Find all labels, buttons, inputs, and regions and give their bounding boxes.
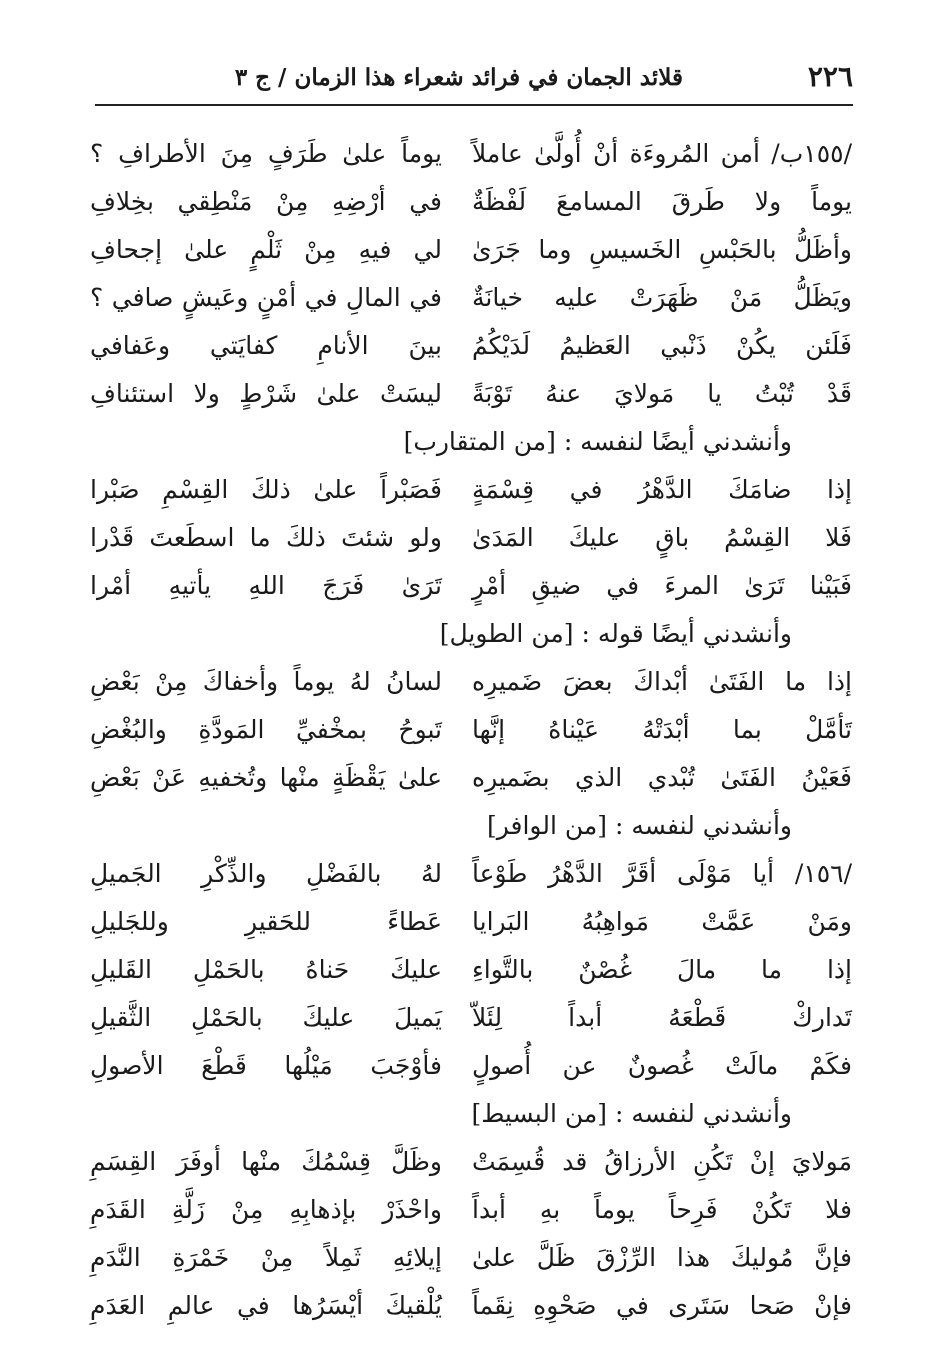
verse-hemistich: لهُ بالفَضْلِ والذِّكْرِ الجَميلِ bbox=[90, 859, 442, 888]
stanza-gap bbox=[90, 1090, 442, 1138]
verse-hemistich: فَلَئن يكُنْ ذَنْبي العَظيمُ لَدَيْكُمُ bbox=[472, 331, 852, 360]
verse-hemistich: لي فيهِ مِنْ ثَلْمٍ علىٰ إجحافِ bbox=[90, 235, 442, 264]
verse-hemistich: فأوْجَبَ مَيْلُها قَطْعَ الأصولِ bbox=[90, 1051, 442, 1080]
stanza-gap bbox=[90, 610, 442, 658]
verse-hemistich: /١٥٥ب/ أمن المُروءَة أنْ أُولَّىٰ عاملاً bbox=[472, 139, 852, 168]
poem-intro: وأنشدني أيضًا لنفسه : [من المتقارب] bbox=[403, 427, 792, 456]
verse-hemistich: ويَظَلُّ مَنْ ظَهَرَتْ عليه خيانَةٌ bbox=[472, 283, 852, 312]
poem-intro: وأنشدني لنفسه : [من الوافر] bbox=[486, 811, 792, 840]
poem-intro: وأنشدني أيضًا قوله : [من الطويل] bbox=[439, 619, 792, 648]
page-number: ٢٢٦ bbox=[807, 60, 853, 93]
poem-intro: وأنشدني لنفسه : [من البسيط] bbox=[471, 1099, 792, 1128]
verse-hemistich: فَبَيْنا تَرَىٰ المرءَ في ضيقِ أمْرٍ bbox=[472, 571, 852, 600]
verse-hemistich: في أرْضِهِ مِنْ مَنْطِقي بخِلافِ bbox=[90, 187, 442, 216]
verse-hemistich: عليكَ حَناهُ بالحَمْلِ القَليلِ bbox=[90, 955, 442, 984]
verse-hemistich: ومَنْ عَمَّتْ مَواهِبُهُ البَرايا bbox=[472, 907, 852, 936]
verse-hemistich: فكَمْ مالَتْ غُصونٌ عن أُصولٍ bbox=[472, 1051, 852, 1080]
verse-hemistich: مَولايَ إنْ تَكُنِ الأرزاقُ قد قُسِمَتْ bbox=[472, 1147, 852, 1176]
verse-hemistich: فَصَبْراً علىٰ ذلكَ القِسْمِ صَبْرا bbox=[90, 475, 442, 504]
left-column bbox=[90, 130, 442, 1330]
verse-hemistich: في المالِ في أمْنٍ وعَيشٍ صافي ؟ bbox=[90, 283, 442, 312]
verse-hemistich: فلا تَكُنْ فَرِحاً يوماً بهِ أبداً bbox=[472, 1195, 852, 1224]
verse-hemistich: يُلْقيكَ أيْسَرُها في عالمِ العَدَمِ bbox=[90, 1291, 442, 1320]
verse-hemistich: واحْذَرْ بإذهابِهِ مِنْ زَلَّةِ القَدَمِ bbox=[90, 1195, 442, 1224]
verse-hemistich: علىٰ يَقْظَةٍ منْها وتُخفيهِ عَنْ بَعْضِ bbox=[90, 763, 442, 792]
verse-hemistich: فَلا القِسْمُ باقٍ عليكَ المَدَىٰ bbox=[472, 523, 852, 552]
stanza-gap bbox=[90, 802, 442, 850]
verse-hemistich: عَطاءً للحَقيرِ وللجَليلِ bbox=[90, 907, 442, 936]
verse-hemistich: تَرَىٰ فَرَجَ اللهِ يأتيهِ أمْرا bbox=[90, 571, 442, 600]
verse-hemistich: يوماً علىٰ طَرَفٍ مِنَ الأطرافِ ؟ bbox=[90, 139, 442, 168]
verse-hemistich: ليسَتْ علىٰ شَرْطٍ ولا استئنافِ bbox=[90, 379, 442, 408]
verse-hemistich: يَميلَ عليكَ بالحَمْلِ الثَّقيلِ bbox=[90, 1003, 442, 1032]
verse-hemistich: فإنْ صَحا سَتَرى في صَحْوِهِ نِقَماً bbox=[472, 1291, 852, 1320]
verse-hemistich: إيلائِهِ ثَمِلاً مِنْ خَمْرَةِ النَّدَمِ bbox=[90, 1243, 442, 1272]
right-column bbox=[403, 130, 852, 1330]
running-title: قلائد الجمان في فرائد شعراء هذا الزمان / ج ٣ bbox=[234, 64, 683, 91]
verse-hemistich: /١٥٦/ أيا مَوْلَى أقَرَّ الدَّهْرُ طَوْعاً bbox=[472, 859, 852, 888]
verse-hemistich: قَدْ تُبْتُ يا مَولايَ عنهُ تَوْبَةً bbox=[472, 379, 852, 408]
verse-hemistich: فإنَّ مُوليكَ هذا الرِّزْقَ ظَلَّ علىٰ bbox=[472, 1243, 852, 1272]
verse-hemistich: إذا ما الفَتَىٰ أبْداكَ بعضَ ضَميرِه bbox=[472, 667, 852, 696]
verse-hemistich: فَعَيْنُ الفَتَىٰ تُبْدي الذي بضَميرِه bbox=[472, 763, 852, 792]
verse-hemistich: إذا ضامَكَ الدَّهْرُ في قِسْمَةٍ bbox=[472, 475, 852, 504]
verse-hemistich: بينَ الأنامِ كفايَتي وعَفافي bbox=[90, 331, 442, 360]
verse-hemistich: إذا ما مالَ غُصْنٌ بالتَّواءِ bbox=[472, 955, 852, 984]
verse-hemistich: لسانُ لهُ يوماً وأخفاكَ مِنْ بَعْضِ bbox=[90, 667, 442, 696]
verse-hemistich: وأظَلُّ بالحَبْسِ الخَسيسِ وما جَرَىٰ bbox=[472, 235, 852, 264]
verse-hemistich: ولو شئتَ ذلكَ ما اسطَعتَ قَدْرا bbox=[90, 523, 442, 552]
page-header bbox=[95, 60, 853, 110]
header-rule bbox=[95, 104, 853, 106]
verse-hemistich: تَبوحُ بمخْفيِّ المَودَّةِ والبُغْضِ bbox=[90, 715, 442, 744]
verse-hemistich: تَداركْ قَطْعَهُ أبداً لِئَلاّ bbox=[472, 1003, 852, 1032]
verse-hemistich: وظَلَّ قِسْمُكَ منْها أوفَرَ القِسَمِ bbox=[90, 1147, 442, 1176]
verse-hemistich: تَأمَّلْ بما أبْدَتْهُ عَيْناهُ إنَّها bbox=[472, 715, 852, 744]
stanza-gap bbox=[90, 418, 442, 466]
verse-hemistich: يوماً ولا طَرقَ المسامعَ لَفْظَةٌ bbox=[472, 187, 852, 216]
